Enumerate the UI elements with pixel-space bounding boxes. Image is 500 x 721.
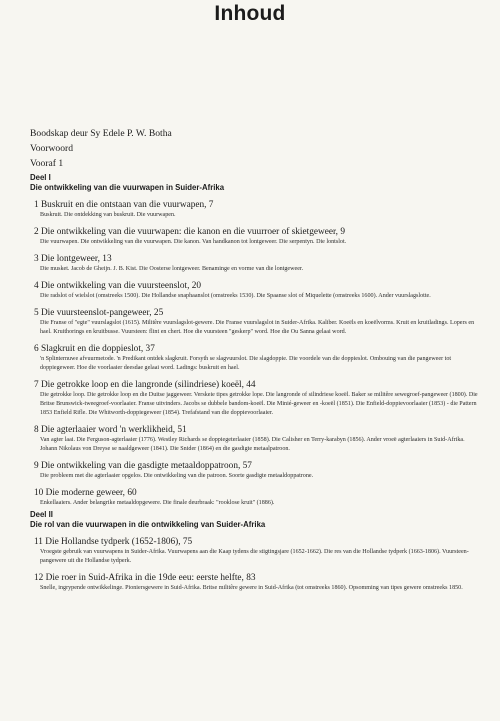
chapter-entry (30, 488, 478, 508)
chapter-entry (30, 308, 478, 337)
chapter-title: 10 Die moderne geweer, 60 (34, 488, 137, 498)
chapter-description: Van agter laai. Die Ferguson-agterlaaier (1776). Westley Richards se doppiegeterlaaier (1858). Die Calisher en Terry-karabyn (1856). Ander vroeë agterlaaiers in Suid-Afrika. Johann Nikolaus von Dreyse se naaldgeweer (1841). Die Snider (1864) en die gasdigte metaalpatroon. (40, 437, 465, 452)
chapter-description: Snelle, ingrypende ontwikkelinge. Pioniersgewere in Suid-Afrika. Britse militêre gewere in Suid-Afrika (tot omstreeks 1860). Opsomming van tipes gewere omstreeks 1850. (40, 585, 463, 591)
table-of-contents (30, 126, 478, 593)
chapter-title: 3 Die lontgeweer, 13 (34, 254, 112, 264)
chapter-title: 9 Die ontwikkeling van die gasdigte metaaldoppatroon, 57 (34, 461, 252, 471)
part-heading (30, 173, 478, 193)
part-title: Die rol van die vuurwapen in die ontwikkeling van Suider-Afrika (30, 520, 266, 529)
chapter-entry (30, 344, 478, 373)
part-title: Die ontwikkeling van die vuurwapen in Suider-Afrika (30, 183, 225, 192)
chapter-title: 12 Die roer in Suid-Afrika in die 19de eeu: eerste helfte, 83 (34, 573, 256, 583)
chapter-title: 6 Slagkruit en die doppieslot, 37 (34, 344, 155, 354)
chapter-entry (30, 573, 478, 593)
chapter-description: Buskruit. Die ontdekking van buskruit. Die vuurwapen. (40, 212, 176, 218)
chapter-entry (30, 200, 478, 220)
chapter-entry (30, 425, 478, 454)
chapter-title: 4 Die ontwikkeling van die vuursteenslot, 20 (34, 281, 202, 291)
chapter-entry (30, 254, 478, 274)
front-matter-item: Boodskap deur Sy Edele P. W. Botha (30, 128, 172, 139)
chapter-entry (30, 227, 478, 247)
chapter-description: Die probleem met die agterlaaier opgelos. Die ontwikkeling van die patroon. Soorte gasdigte metaaldoppatrone. (40, 473, 314, 479)
chapter-description: Enkellaaiers. Ander belangrike metaaldopgewere. Die finale deurbraak: "rooklose kruit" (1886). (40, 500, 275, 506)
chapter-description: 'n Splinternuwe afvuurmetode. 'n Predikant ontdek slagkruit. Forsyth se slagvuurslot. Die slagdoppie. Die voordele van die doppieslot. Ombouing van die pangeweer tot doppiegeweer. Hoe die voorlaaier deesdae gelaai word. Ladings: buskruit en hael. (40, 356, 452, 371)
chapter-entry (30, 380, 478, 418)
chapter-entry (30, 461, 478, 481)
front-matter-item: Voorwoord (30, 143, 73, 154)
chapter-title: 5 Die vuursteenslot-pangeweer, 25 (34, 308, 164, 318)
chapter-description: Die musket. Jacob de Gheijn. J. B. Kist. Die Oosterse lontgeweer. Benaminge en vorme van die lontgeweer. (40, 266, 304, 272)
chapter-title: 2 Die ontwikkeling van die vuurwapen: die kanon en die vuurroer of skietgeweer, 9 (34, 227, 345, 237)
front-matter-item: Vooraf 1 (30, 158, 64, 169)
chapter-title: 7 Die getrokke loop en die langronde (silindriese) koeël, 44 (34, 380, 256, 390)
chapter-title: 8 Die agterlaaier word 'n werklikheid, 51 (34, 425, 187, 435)
part-label: Deel I (30, 173, 51, 182)
chapter-entry (30, 281, 478, 301)
chapter-title: 11 Die Hollandse tydperk (1652-1806), 75 (34, 537, 193, 547)
chapter-title: 1 Buskruit en die ontstaan van die vuurwapen, 7 (34, 200, 214, 210)
chapter-description: Die Franse of "egte" vuurslagslot (1615). Militêre vuurslagslot-gewere. Die Franse vuurslagslot in Suider-Afrika. Kaliber. Koeëls en koeëlvorms. Kruit en kruitladings. Lopers en hael. Kruithorings en kruitbusse. Vuursteen: flint en chert. Hoe die vuursteen "geskerp" word. Hoe die Ou Sanna gelaai word. (40, 320, 475, 335)
front-matter (30, 126, 478, 171)
chapter-description: Die vuurwapen. Die ontwikkeling van die vuurwapen. Die kanon. Van handkanon tot lontgeweer. Die serpentyn. Die lontslot. (40, 239, 347, 245)
chapter-entry (30, 537, 478, 566)
part-heading (30, 510, 478, 530)
part-label: Deel II (30, 510, 53, 519)
chapter-description: Die radslot of wielslot (omstreeks 1500). Die Hollandse snaphaanslot (omstreeks 1530). Die Spaanse slot of Miquelette (omstreeks 1600). Ander vuurslagslotte. (40, 293, 431, 299)
page-title: Inhoud (214, 2, 286, 25)
chapter-description: Vroegste gebruik van vuurwapens in Suider-Afrika. Vuurwapens aan die Kaap tydens die stigtingsjare (1652-1662). Die res van die Hollandse tydperk (1663-1806). Vuursteen-pangewere uit die Hollandse tydperk. (40, 549, 469, 564)
chapter-description: Die getrokke loop. Die getrokke loop en die Duitse jaggeweer. Verskeie tipes getrokke lope. Die langronde of silindriese koeël. Baker se militêre sewegroef-pangeweer (1800). Die Britse Brunswick-tweegroef-voorlaaier. Franse uitvinders. Jacobs se dubbele bandom-koeël. Die Minié-geweer en -koeël (1851). Die Enfield-doppievoorlaaier (1853) - die Pattern 1853 Enfield Rifle. Die Whitworth-doppiegeweer (1854). Trefafstand van die doppievoorlaaier. (40, 392, 478, 416)
